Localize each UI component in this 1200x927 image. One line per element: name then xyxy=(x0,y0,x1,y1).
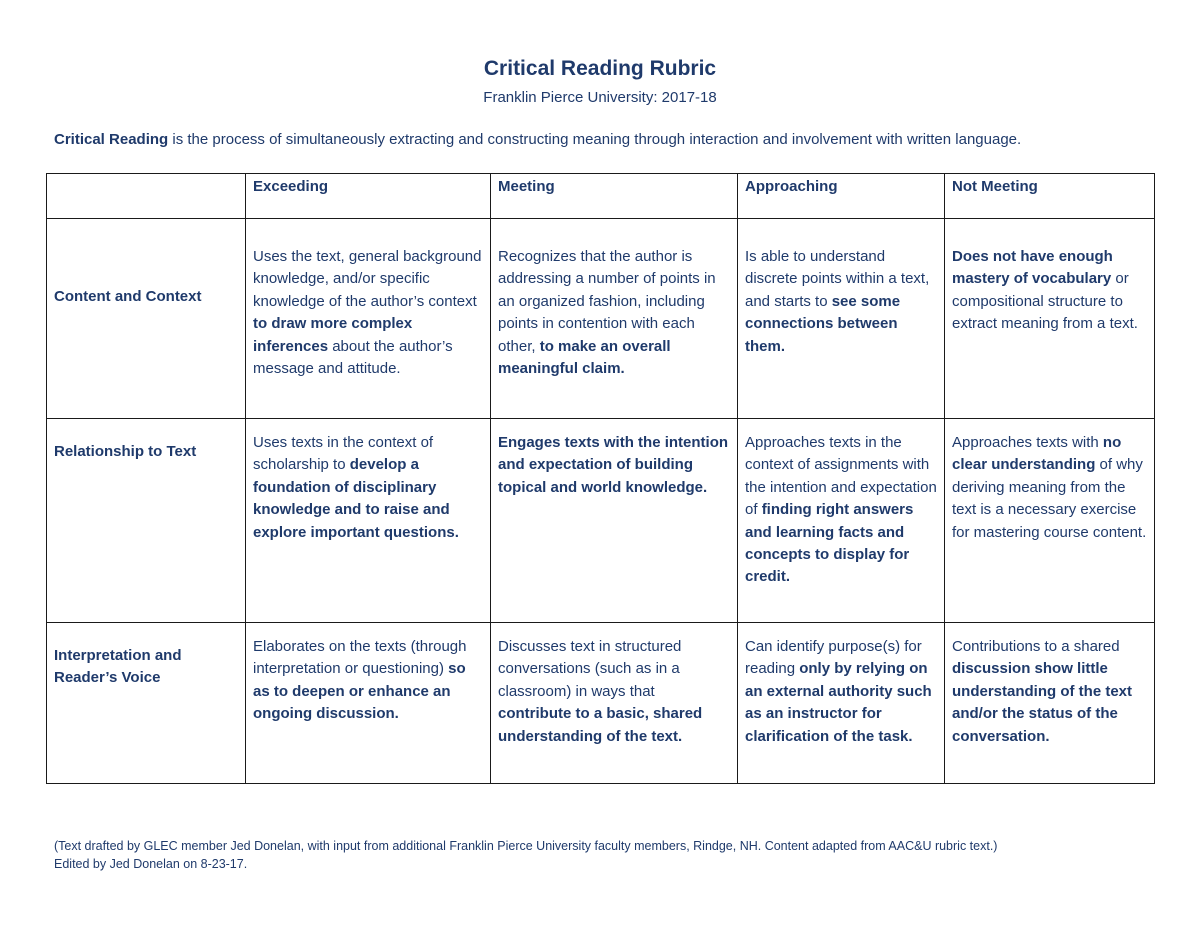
cell-text-bold: to make an overall meaningful claim. xyxy=(498,337,671,378)
footer-line-1: (Text drafted by GLEC member Jed Donelan, with input from additional Franklin Pierce University faculty members, Rindge, NH. Content adapted from AAC&U rubric text.) xyxy=(54,839,998,853)
cell-text-bold: finding right answers and learning facts and concepts to display for credit. xyxy=(745,501,914,586)
definition-paragraph xyxy=(54,131,1164,148)
cell-text: Is able to understand discrete points within a text, and starts to xyxy=(745,248,930,310)
cell-text: or compositional structure to extract meaning from a text. xyxy=(952,270,1138,333)
document-title: Critical Reading Rubric xyxy=(483,57,717,80)
cell-text: Discusses text in structured conversations (such as in a classroom) in ways that xyxy=(498,638,682,700)
rubric-row-relationship-to-text xyxy=(47,419,1155,623)
rubric-cell xyxy=(738,219,945,419)
definition-term: Critical Reading xyxy=(54,131,169,148)
footer-note xyxy=(54,837,1164,873)
rubric-row-interpretation-and-readers-voice xyxy=(47,623,1155,784)
row-label: Relationship to Text xyxy=(47,419,246,623)
cell-text: Recognizes that the author is addressing a number of points in an organized fashion, including points in contention with each other, xyxy=(498,248,716,355)
cell-text-bold: no clear understanding xyxy=(952,434,1122,474)
row-label: Content and Context xyxy=(47,219,246,419)
rubric-cell xyxy=(491,623,738,784)
rubric-cell xyxy=(491,419,738,623)
cell-text: of why deriving meaning from the text is a necessary exercise for mastering course content. xyxy=(952,456,1147,541)
rubric-cell xyxy=(738,623,945,784)
cell-text-bold: Does not have enough mastery of vocabulary xyxy=(952,248,1113,288)
cell-text-bold: see some connections between them. xyxy=(745,292,901,355)
cell-text-bold: develop a foundation of disciplinary knowledge and to raise and explore important questions. xyxy=(253,456,459,541)
rubric-cell xyxy=(491,219,738,419)
header-cell-approaching: Approaching xyxy=(738,174,945,219)
cell-text: Approaches texts in the context of assignments with the intention and expectation of xyxy=(745,434,937,519)
rubric-cell xyxy=(738,419,945,623)
cell-text: Elaborates on the texts (through interpretation or questioning) xyxy=(253,638,467,678)
cell-text-bold: only by relying on an external authority such as an instructor for clarification of the task. xyxy=(745,660,932,745)
cell-text-bold: to draw more complex inferences xyxy=(253,315,413,355)
cell-text-bold: so as to deepen or enhance an ongoing discussion. xyxy=(253,660,466,723)
cell-text: Uses texts in the context of scholarship to xyxy=(253,434,434,474)
rubric-cell xyxy=(945,419,1155,623)
header-cell-blank xyxy=(47,174,246,219)
rubric-header-row xyxy=(47,174,1155,219)
cell-text: Uses the text, general background knowledge, and/or specific knowledge of the author’s context xyxy=(253,248,482,310)
cell-text: Approaches texts with xyxy=(952,434,1103,451)
row-label: Interpretation and Reader’s Voice xyxy=(47,623,246,784)
document-subtitle: Franklin Pierce University: 2017-18 xyxy=(483,89,717,106)
rubric-cell xyxy=(945,623,1155,784)
cell-text: about the author’s message and attitude. xyxy=(253,337,453,378)
cell-text-bold: Engages texts with the intention and expectation of building topical and world knowledge. xyxy=(498,434,729,496)
definition-text: is the process of simultaneously extracting and constructing meaning through interaction and involvement with written language. xyxy=(168,131,1022,148)
rubric-cell xyxy=(246,219,491,419)
header-cell-not-meeting: Not Meeting xyxy=(945,174,1155,219)
footer-line-2: Edited by Jed Donelan on 8-23-17. xyxy=(54,857,248,871)
rubric-cell xyxy=(246,623,491,784)
header-cell-exceeding: Exceeding xyxy=(246,174,491,219)
rubric-cell xyxy=(246,419,491,623)
rubric-table xyxy=(46,173,1155,784)
header-cell-meeting: Meeting xyxy=(491,174,738,219)
cell-text-bold: discussion show little understanding of the text and/or the status of the conversation. xyxy=(952,660,1132,745)
rubric-row-content-and-context xyxy=(47,219,1155,419)
cell-text: Can identify purpose(s) for reading xyxy=(745,638,922,678)
cell-text: Contributions to a shared xyxy=(952,638,1120,655)
cell-text-bold: contribute to a basic, shared understanding of the text. xyxy=(498,705,703,745)
rubric-cell xyxy=(945,219,1155,419)
